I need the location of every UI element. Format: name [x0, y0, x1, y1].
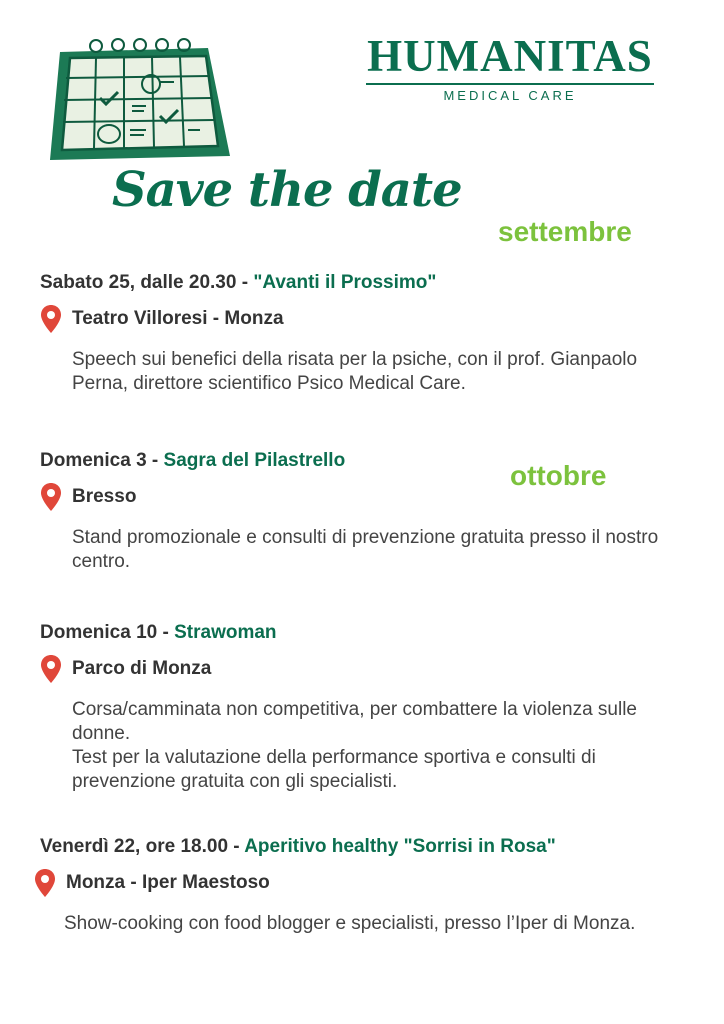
location-pin-icon [34, 868, 56, 898]
logo-divider [366, 83, 654, 85]
month-label-october: ottobre [510, 460, 607, 491]
event-heading [40, 450, 690, 472]
location-pin-icon [40, 654, 62, 684]
event-date: Domenica 3 - [40, 450, 164, 471]
event-item [40, 622, 690, 794]
event-description [72, 348, 690, 396]
event-location-text: Parco di Monza [72, 658, 212, 679]
event-date: Venerdì 22, ore 18.00 - [40, 836, 245, 857]
event-location [40, 304, 690, 334]
event-description [72, 526, 690, 574]
event-location [40, 482, 690, 512]
event-date: Sabato 25, dalle 20.30 - [40, 272, 254, 293]
event-item [40, 272, 690, 396]
page-title: Save the date [112, 162, 462, 218]
event-location [40, 654, 690, 684]
event-description-line: Corsa/camminata non competitiva, per combattere la violenza sulle donne. [72, 699, 637, 744]
event-description-line: Stand promozionale e consulti di prevenzione gratuita presso il nostro centro. [72, 527, 659, 572]
logo-wordmark: HUMANITAS [367, 31, 653, 81]
event-location-text: Bresso [72, 486, 137, 507]
event-name: Aperitivo healthy "Sorrisi in Rosa" [244, 836, 556, 857]
logo-subtitle: MEDICAL CARE [443, 88, 577, 103]
event-location-text: Monza - Iper Maestoso [66, 872, 270, 893]
event-heading [40, 836, 690, 858]
event-description-line: Test per la valutazione della performance sportiva e consulti di prevenzione gratuita con gli specialisti. [72, 747, 596, 792]
location-pin-icon [40, 482, 62, 512]
event-location [34, 868, 690, 898]
event-description-line: Show-cooking con food blogger e specialisti, presso l’Iper di Monza. [64, 913, 636, 934]
event-description [72, 698, 690, 794]
calendar-icon [48, 38, 234, 164]
location-pin-icon [40, 304, 62, 334]
event-name: Strawoman [174, 622, 277, 643]
event-name: Sagra del Pilastrello [163, 450, 346, 471]
event-item [40, 450, 690, 574]
event-description-line: Speech sui benefici della risata per la psiche, con il prof. Gianpaolo Perna, direttore scientifico Psico Medical Care. [72, 349, 638, 394]
event-description [64, 912, 690, 936]
event-location-text: Teatro Villoresi - Monza [72, 308, 284, 329]
event-date: Domenica 10 - [40, 622, 175, 643]
event-heading [40, 272, 690, 294]
event-item [40, 836, 690, 936]
month-label-september: settembre [498, 216, 632, 247]
humanitas-logo [360, 31, 660, 103]
event-name: "Avanti il Prossimo" [253, 272, 437, 293]
event-heading [40, 622, 690, 644]
